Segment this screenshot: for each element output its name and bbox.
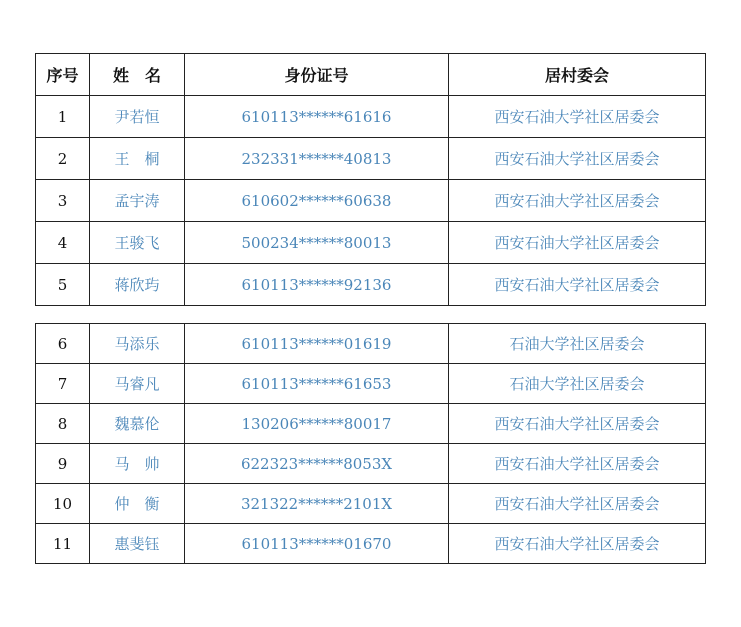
row-id-number: 500234******80013 (185, 222, 449, 264)
header-index: 序号 (36, 54, 90, 96)
row-id-number: 610113******01670 (185, 524, 449, 564)
row-committee: 西安石油大学社区居委会 (449, 138, 706, 180)
residents-table-part-1 (35, 53, 706, 306)
row-index: 11 (36, 524, 90, 564)
row-index: 7 (36, 364, 90, 404)
row-committee: 西安石油大学社区居委会 (449, 96, 706, 138)
table-row (36, 264, 706, 306)
row-committee: 西安石油大学社区居委会 (449, 222, 706, 264)
row-committee: 西安石油大学社区居委会 (449, 484, 706, 524)
row-id-number: 610113******61616 (185, 96, 449, 138)
table-row (36, 180, 706, 222)
row-id-number: 321322******2101X (185, 484, 449, 524)
row-id-number: 130206******80017 (185, 404, 449, 444)
row-name: 尹若恒 (90, 96, 185, 138)
row-id-number: 610113******01619 (185, 324, 449, 364)
table-row (36, 222, 706, 264)
row-committee: 石油大学社区居委会 (449, 324, 706, 364)
row-id-number: 610113******92136 (185, 264, 449, 306)
table-row (36, 484, 706, 524)
row-id-number: 622323******8053X (185, 444, 449, 484)
row-index: 8 (36, 404, 90, 444)
row-index: 3 (36, 180, 90, 222)
row-index: 1 (36, 96, 90, 138)
row-committee: 西安石油大学社区居委会 (449, 444, 706, 484)
row-name: 孟宇涛 (90, 180, 185, 222)
row-name: 蒋欣玙 (90, 264, 185, 306)
header-name: 姓 名 (90, 54, 185, 96)
row-name: 仲 衡 (90, 484, 185, 524)
row-index: 4 (36, 222, 90, 264)
table-row (36, 364, 706, 404)
row-name: 马 帅 (90, 444, 185, 484)
table-row (36, 404, 706, 444)
row-name: 魏慕伦 (90, 404, 185, 444)
row-name: 马添乐 (90, 324, 185, 364)
row-id-number: 610602******60638 (185, 180, 449, 222)
row-id-number: 232331******40813 (185, 138, 449, 180)
row-name: 马睿凡 (90, 364, 185, 404)
row-index: 2 (36, 138, 90, 180)
row-committee: 石油大学社区居委会 (449, 364, 706, 404)
row-committee: 西安石油大学社区居委会 (449, 404, 706, 444)
row-index: 9 (36, 444, 90, 484)
row-committee: 西安石油大学社区居委会 (449, 180, 706, 222)
row-name: 惠斐钰 (90, 524, 185, 564)
table-row (36, 524, 706, 564)
table-row (36, 96, 706, 138)
table-row (36, 138, 706, 180)
row-index: 6 (36, 324, 90, 364)
header-committee: 居村委会 (449, 54, 706, 96)
row-committee: 西安石油大学社区居委会 (449, 524, 706, 564)
residents-table-part-2 (35, 323, 706, 564)
row-committee: 西安石油大学社区居委会 (449, 264, 706, 306)
table-row (36, 324, 706, 364)
row-id-number: 610113******61653 (185, 364, 449, 404)
row-name: 王骏飞 (90, 222, 185, 264)
row-index: 5 (36, 264, 90, 306)
table-header-row (36, 54, 706, 96)
row-index: 10 (36, 484, 90, 524)
table-row (36, 444, 706, 484)
row-name: 王 桐 (90, 138, 185, 180)
header-id-number: 身份证号 (185, 54, 449, 96)
